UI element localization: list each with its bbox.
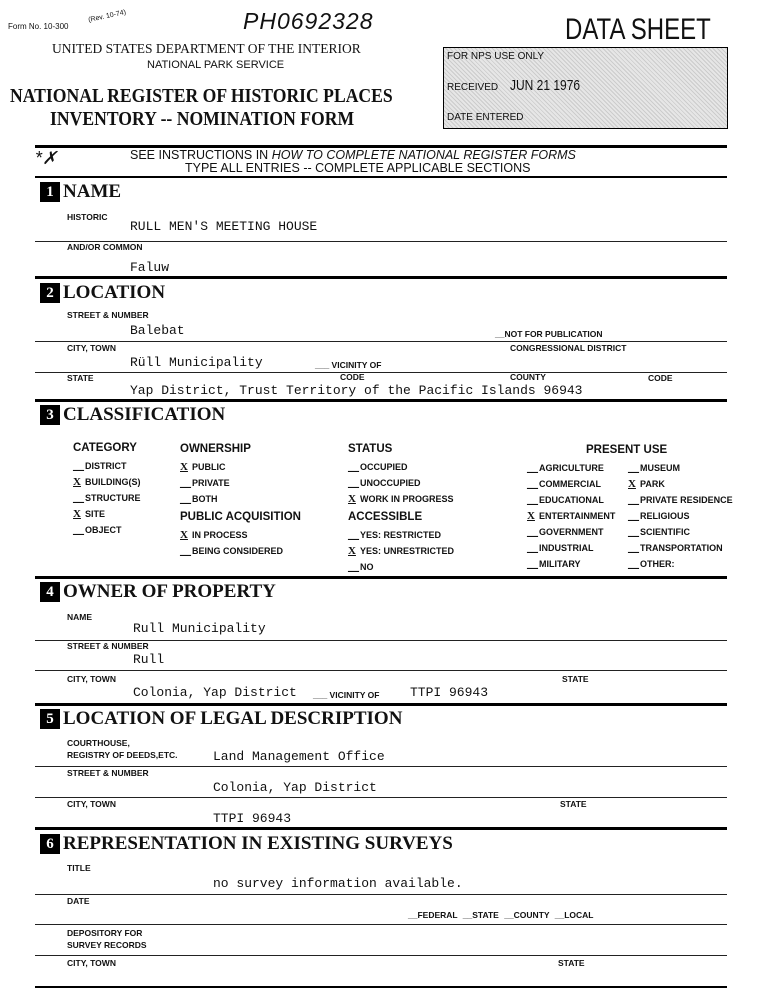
accessible-column xyxy=(348,511,454,576)
instructions-prefix: SEE INSTRUCTIONS IN xyxy=(130,148,272,162)
checkbox-item[interactable] xyxy=(527,541,615,557)
check-mark: X xyxy=(73,508,81,520)
present-use-heading: PRESENT USE xyxy=(586,444,668,456)
state-label: STATE xyxy=(67,373,94,383)
check-mark: __ xyxy=(348,461,359,473)
handwritten-ref-number: PH0692328 xyxy=(243,8,374,34)
present-use-column-1 xyxy=(527,461,615,573)
survey-state-label: STATE xyxy=(558,958,585,968)
historic-label: HISTORIC xyxy=(67,212,108,222)
section-title: OWNER OF PROPERTY xyxy=(63,581,276,602)
owner-street-label: STREET & NUMBER xyxy=(67,641,149,651)
check-mark: __ xyxy=(180,545,191,557)
checkbox-label: PRIVATE xyxy=(192,478,230,488)
section-number: 3 xyxy=(40,405,60,425)
checkbox-item[interactable] xyxy=(527,557,615,573)
check-mark: __ xyxy=(628,558,639,570)
acquisition-column xyxy=(180,511,301,560)
checkbox-label: COMMERCIAL xyxy=(539,479,601,489)
checkbox-item[interactable] xyxy=(348,460,454,476)
depository-label-1: DEPOSITORY FOR xyxy=(67,928,143,938)
checkbox-label: IN PROCESS xyxy=(192,530,248,540)
checkbox-label: BUILDING(S) xyxy=(85,477,141,487)
section-title: CLASSIFICATION xyxy=(63,404,226,425)
column-heading: STATUS xyxy=(348,443,393,455)
check-mark: __ xyxy=(180,477,191,489)
owner-state-label: STATE xyxy=(562,674,589,684)
handwritten-mark: *✗ xyxy=(35,148,58,168)
survey-city-label: CITY, TOWN xyxy=(67,958,116,968)
check-mark: X xyxy=(180,461,188,473)
section-title: REPRESENTATION IN EXISTING SURVEYS xyxy=(63,833,453,854)
received-date-stamp: JUN 21 1976 xyxy=(510,77,581,94)
section-2-header xyxy=(40,282,165,304)
check-mark: __ xyxy=(527,494,538,506)
check-mark: __ xyxy=(628,494,639,506)
service: NATIONAL PARK SERVICE xyxy=(147,59,285,71)
legal-street: Colonia, Yap District xyxy=(213,780,377,795)
form-title-2: INVENTORY -- NOMINATION FORM xyxy=(50,108,355,130)
section-3-header xyxy=(40,404,225,426)
checkbox-label: EDUCATIONAL xyxy=(539,495,604,505)
revision: (Rev. 10-74) xyxy=(87,9,127,24)
checkbox-item[interactable] xyxy=(73,523,141,539)
owner-state: TTPI 96943 xyxy=(410,685,489,700)
survey-date-label: DATE xyxy=(67,896,90,906)
legal-state-label: STATE xyxy=(560,799,587,809)
congressional-district-label: CONGRESSIONAL DISTRICT xyxy=(510,343,627,353)
check-mark: __ xyxy=(73,524,84,536)
county-label: COUNTY xyxy=(510,372,546,382)
checkbox-item[interactable] xyxy=(628,557,733,573)
checkbox-label: OCCUPIED xyxy=(360,462,408,472)
checkbox-label: YES: RESTRICTED xyxy=(360,530,442,540)
check-mark: __ xyxy=(348,477,359,489)
ownership-column xyxy=(180,443,251,508)
courthouse-label: COURTHOUSE, xyxy=(67,738,130,748)
survey-title: no survey information available. xyxy=(213,876,463,891)
checkbox-item[interactable] xyxy=(348,476,454,492)
check-mark: __ xyxy=(73,460,84,472)
checkbox-item[interactable] xyxy=(180,544,301,560)
checkbox-label: NO xyxy=(360,562,374,572)
owner-city-label: CITY, TOWN xyxy=(67,674,116,684)
column-heading: OWNERSHIP xyxy=(180,443,251,455)
instructions-line-1 xyxy=(130,148,576,162)
checkbox-label: SCIENTIFIC xyxy=(640,527,691,537)
checkbox-item[interactable] xyxy=(527,461,615,477)
check-mark: __ xyxy=(527,526,538,538)
section-number: 4 xyxy=(40,582,60,602)
legal-street-label: STREET & NUMBER xyxy=(67,768,149,778)
not-for-publication: __NOT FOR PUBLICATION xyxy=(495,329,603,339)
section-number: 5 xyxy=(40,709,60,729)
check-mark: __ xyxy=(527,462,538,474)
checkbox-label: YES: UNRESTRICTED xyxy=(360,546,455,556)
instructions-line-2: TYPE ALL ENTRIES -- COMPLETE APPLICABLE SECTIONS xyxy=(185,161,531,175)
data-sheet-title: DATA SHEET xyxy=(565,13,711,46)
county-code-label: CODE xyxy=(648,373,673,383)
form-title-1: NATIONAL REGISTER OF HISTORIC PLACES xyxy=(10,85,393,107)
checkbox-label: AGRICULTURE xyxy=(539,463,604,473)
checkbox-item[interactable] xyxy=(527,477,615,493)
nps-use-box xyxy=(443,47,728,129)
section-5-header xyxy=(40,708,402,730)
checkbox-label: MUSEUM xyxy=(640,463,680,473)
vicinity-label: ___ VICINITY OF xyxy=(315,360,382,370)
check-mark: __ xyxy=(527,478,538,490)
checkbox-label: BEING CONSIDERED xyxy=(192,546,284,556)
check-mark: __ xyxy=(73,492,84,504)
category-column xyxy=(73,442,141,539)
checkbox-item[interactable] xyxy=(527,525,615,541)
survey-title-label: TITLE xyxy=(67,863,91,873)
checkbox-label: ENTERTAINMENT xyxy=(539,511,616,521)
common-label: AND/OR COMMON xyxy=(67,242,143,252)
checkbox-label: OBJECT xyxy=(85,525,122,535)
date-entered-label: DATE ENTERED xyxy=(447,112,524,123)
checkbox-label: PARK xyxy=(640,479,665,489)
checkbox-label: RELIGIOUS xyxy=(640,511,690,521)
code-label: CODE xyxy=(340,372,365,382)
owner-street: Rull xyxy=(133,652,165,667)
checkbox-item[interactable] xyxy=(73,459,141,475)
check-mark: __ xyxy=(628,462,639,474)
checkbox-label: BOTH xyxy=(192,494,218,504)
checkbox-item[interactable] xyxy=(628,493,733,509)
owner-city: Colonia, Yap District xyxy=(133,685,297,700)
section-6-header xyxy=(40,833,453,855)
checkbox-item[interactable] xyxy=(348,544,454,560)
section-title: LOCATION xyxy=(63,282,166,303)
city-label: CITY, TOWN xyxy=(67,343,116,353)
checkbox-label: SITE xyxy=(85,509,106,519)
checkbox-item[interactable] xyxy=(527,509,615,525)
survey-levels: __FEDERAL __STATE __COUNTY __LOCAL xyxy=(408,910,594,920)
check-mark: __ xyxy=(180,493,191,505)
check-mark: __ xyxy=(628,526,639,538)
checkbox-label: UNOCCUPIED xyxy=(360,478,421,488)
section-number: 6 xyxy=(40,834,60,854)
legal-city-label: CITY, TOWN xyxy=(67,799,116,809)
checkbox-label: PUBLIC xyxy=(192,462,226,472)
checkbox-item[interactable] xyxy=(348,528,454,544)
check-mark: __ xyxy=(628,510,639,522)
check-mark: X xyxy=(527,510,535,522)
check-mark: X xyxy=(348,545,356,557)
checkbox-item[interactable] xyxy=(348,560,454,576)
present-use-column-2 xyxy=(628,461,733,573)
check-mark: X xyxy=(628,478,636,490)
checkbox-label: DISTRICT xyxy=(85,461,127,471)
section-1-header xyxy=(40,181,121,203)
check-mark: __ xyxy=(527,558,538,570)
check-mark: __ xyxy=(348,529,359,541)
owner-name: Rull Municipality xyxy=(133,621,266,636)
street-value: Balebat xyxy=(130,323,185,338)
checkbox-item[interactable] xyxy=(180,476,251,492)
column-heading: ACCESSIBLE xyxy=(348,511,423,523)
checkbox-label: PRIVATE RESIDENCE xyxy=(640,495,733,505)
owner-name-label: NAME xyxy=(67,612,93,622)
department: UNITED STATES DEPARTMENT OF THE INTERIOR xyxy=(52,41,361,56)
section-4-header xyxy=(40,581,276,603)
column-heading: CATEGORY xyxy=(73,442,137,454)
form-number: Form No. 10-300 xyxy=(8,22,69,31)
nps-title: FOR NPS USE ONLY xyxy=(447,51,545,62)
checkbox-label: GOVERNMENT xyxy=(539,527,604,537)
checkbox-item[interactable] xyxy=(348,492,454,508)
checkbox-item[interactable] xyxy=(628,477,733,493)
check-mark: __ xyxy=(628,542,639,554)
checkbox-item[interactable] xyxy=(73,507,141,523)
column-heading: PUBLIC ACQUISITION xyxy=(180,511,301,523)
owner-vicinity-label: ___ VICINITY OF xyxy=(313,690,380,700)
check-mark: __ xyxy=(527,542,538,554)
checkbox-item[interactable] xyxy=(73,475,141,491)
courthouse-value: Land Management Office xyxy=(213,749,385,764)
checkbox-label: STRUCTURE xyxy=(85,493,141,503)
city-value: Rüll Municipality xyxy=(130,355,263,370)
check-mark: __ xyxy=(348,561,359,573)
depository-label-2: SURVEY RECORDS xyxy=(67,940,147,950)
checkbox-label: TRANSPORTATION xyxy=(640,543,723,553)
checkbox-item[interactable] xyxy=(628,461,733,477)
section-title: NAME xyxy=(63,181,122,202)
check-mark: X xyxy=(180,529,188,541)
status-column xyxy=(348,443,454,508)
checkbox-item[interactable] xyxy=(628,509,733,525)
legal-state: TTPI 96943 xyxy=(213,811,292,826)
section-number: 1 xyxy=(40,182,60,202)
registry-label: REGISTRY OF DEEDS,ETC. xyxy=(67,750,178,760)
checkbox-item[interactable] xyxy=(527,493,615,509)
received-label: RECEIVED xyxy=(447,82,499,93)
section-number: 2 xyxy=(40,283,60,303)
street-label: STREET & NUMBER xyxy=(67,310,149,320)
instructions-guide-title: HOW TO COMPLETE NATIONAL REGISTER FORMS xyxy=(271,148,576,162)
checkbox-item[interactable] xyxy=(628,541,733,557)
checkbox-label: OTHER: xyxy=(640,559,675,569)
historic-name: RULL MEN'S MEETING HOUSE xyxy=(130,219,318,234)
state-value: Yap District, Trust Territory of the Pacific Islands 96943 xyxy=(130,383,583,398)
checkbox-label: MILITARY xyxy=(539,559,581,569)
section-title: LOCATION OF LEGAL DESCRIPTION xyxy=(63,708,403,729)
checkbox-item[interactable] xyxy=(180,460,251,476)
check-mark: X xyxy=(73,476,81,488)
checkbox-label: INDUSTRIAL xyxy=(539,543,594,553)
checkbox-label: WORK IN PROGRESS xyxy=(360,494,454,504)
checkbox-item[interactable] xyxy=(73,491,141,507)
common-name: Faluw xyxy=(130,260,170,275)
checkbox-item[interactable] xyxy=(180,528,301,544)
check-mark: X xyxy=(348,493,356,505)
checkbox-item[interactable] xyxy=(180,492,251,508)
checkbox-item[interactable] xyxy=(628,525,733,541)
